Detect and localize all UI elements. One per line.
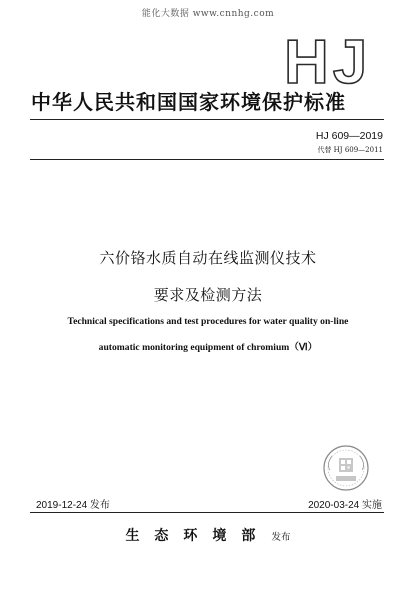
stamp-seal-icon [322, 444, 370, 492]
title-english-line-2: automatic monitoring equipment of chromium（Ⅵ） [98, 342, 318, 353]
footer-rule [30, 512, 384, 513]
standard-number: HJ 609—2019 [315, 130, 383, 142]
watermark-text: 能化大数据 www.cnnhg.com [141, 9, 275, 19]
organization-title: 中华人民共和国国家环境保护标准 [31, 90, 346, 114]
issuer [0, 525, 416, 545]
issuer-suffix: 发布 [271, 532, 291, 543]
issuer-name: 生态环境部 [125, 528, 271, 544]
effective-date: 2020-03-24 实施 [308, 500, 382, 511]
title-chinese-line-2: 要求及检测方法 [153, 286, 263, 304]
header-rule [30, 159, 384, 160]
title-chinese-line-1: 六价铬水质自动在线监测仪技术 [99, 249, 317, 267]
title-english-line-1: Technical specifications and test procedures for water quality on-line [67, 316, 349, 327]
hj-logo: HJ [284, 28, 372, 97]
top-rule [30, 119, 384, 120]
issue-date: 2019-12-24 发布 [36, 500, 110, 511]
replaces-standard: 代替 HJ 609—2011 [317, 146, 383, 154]
